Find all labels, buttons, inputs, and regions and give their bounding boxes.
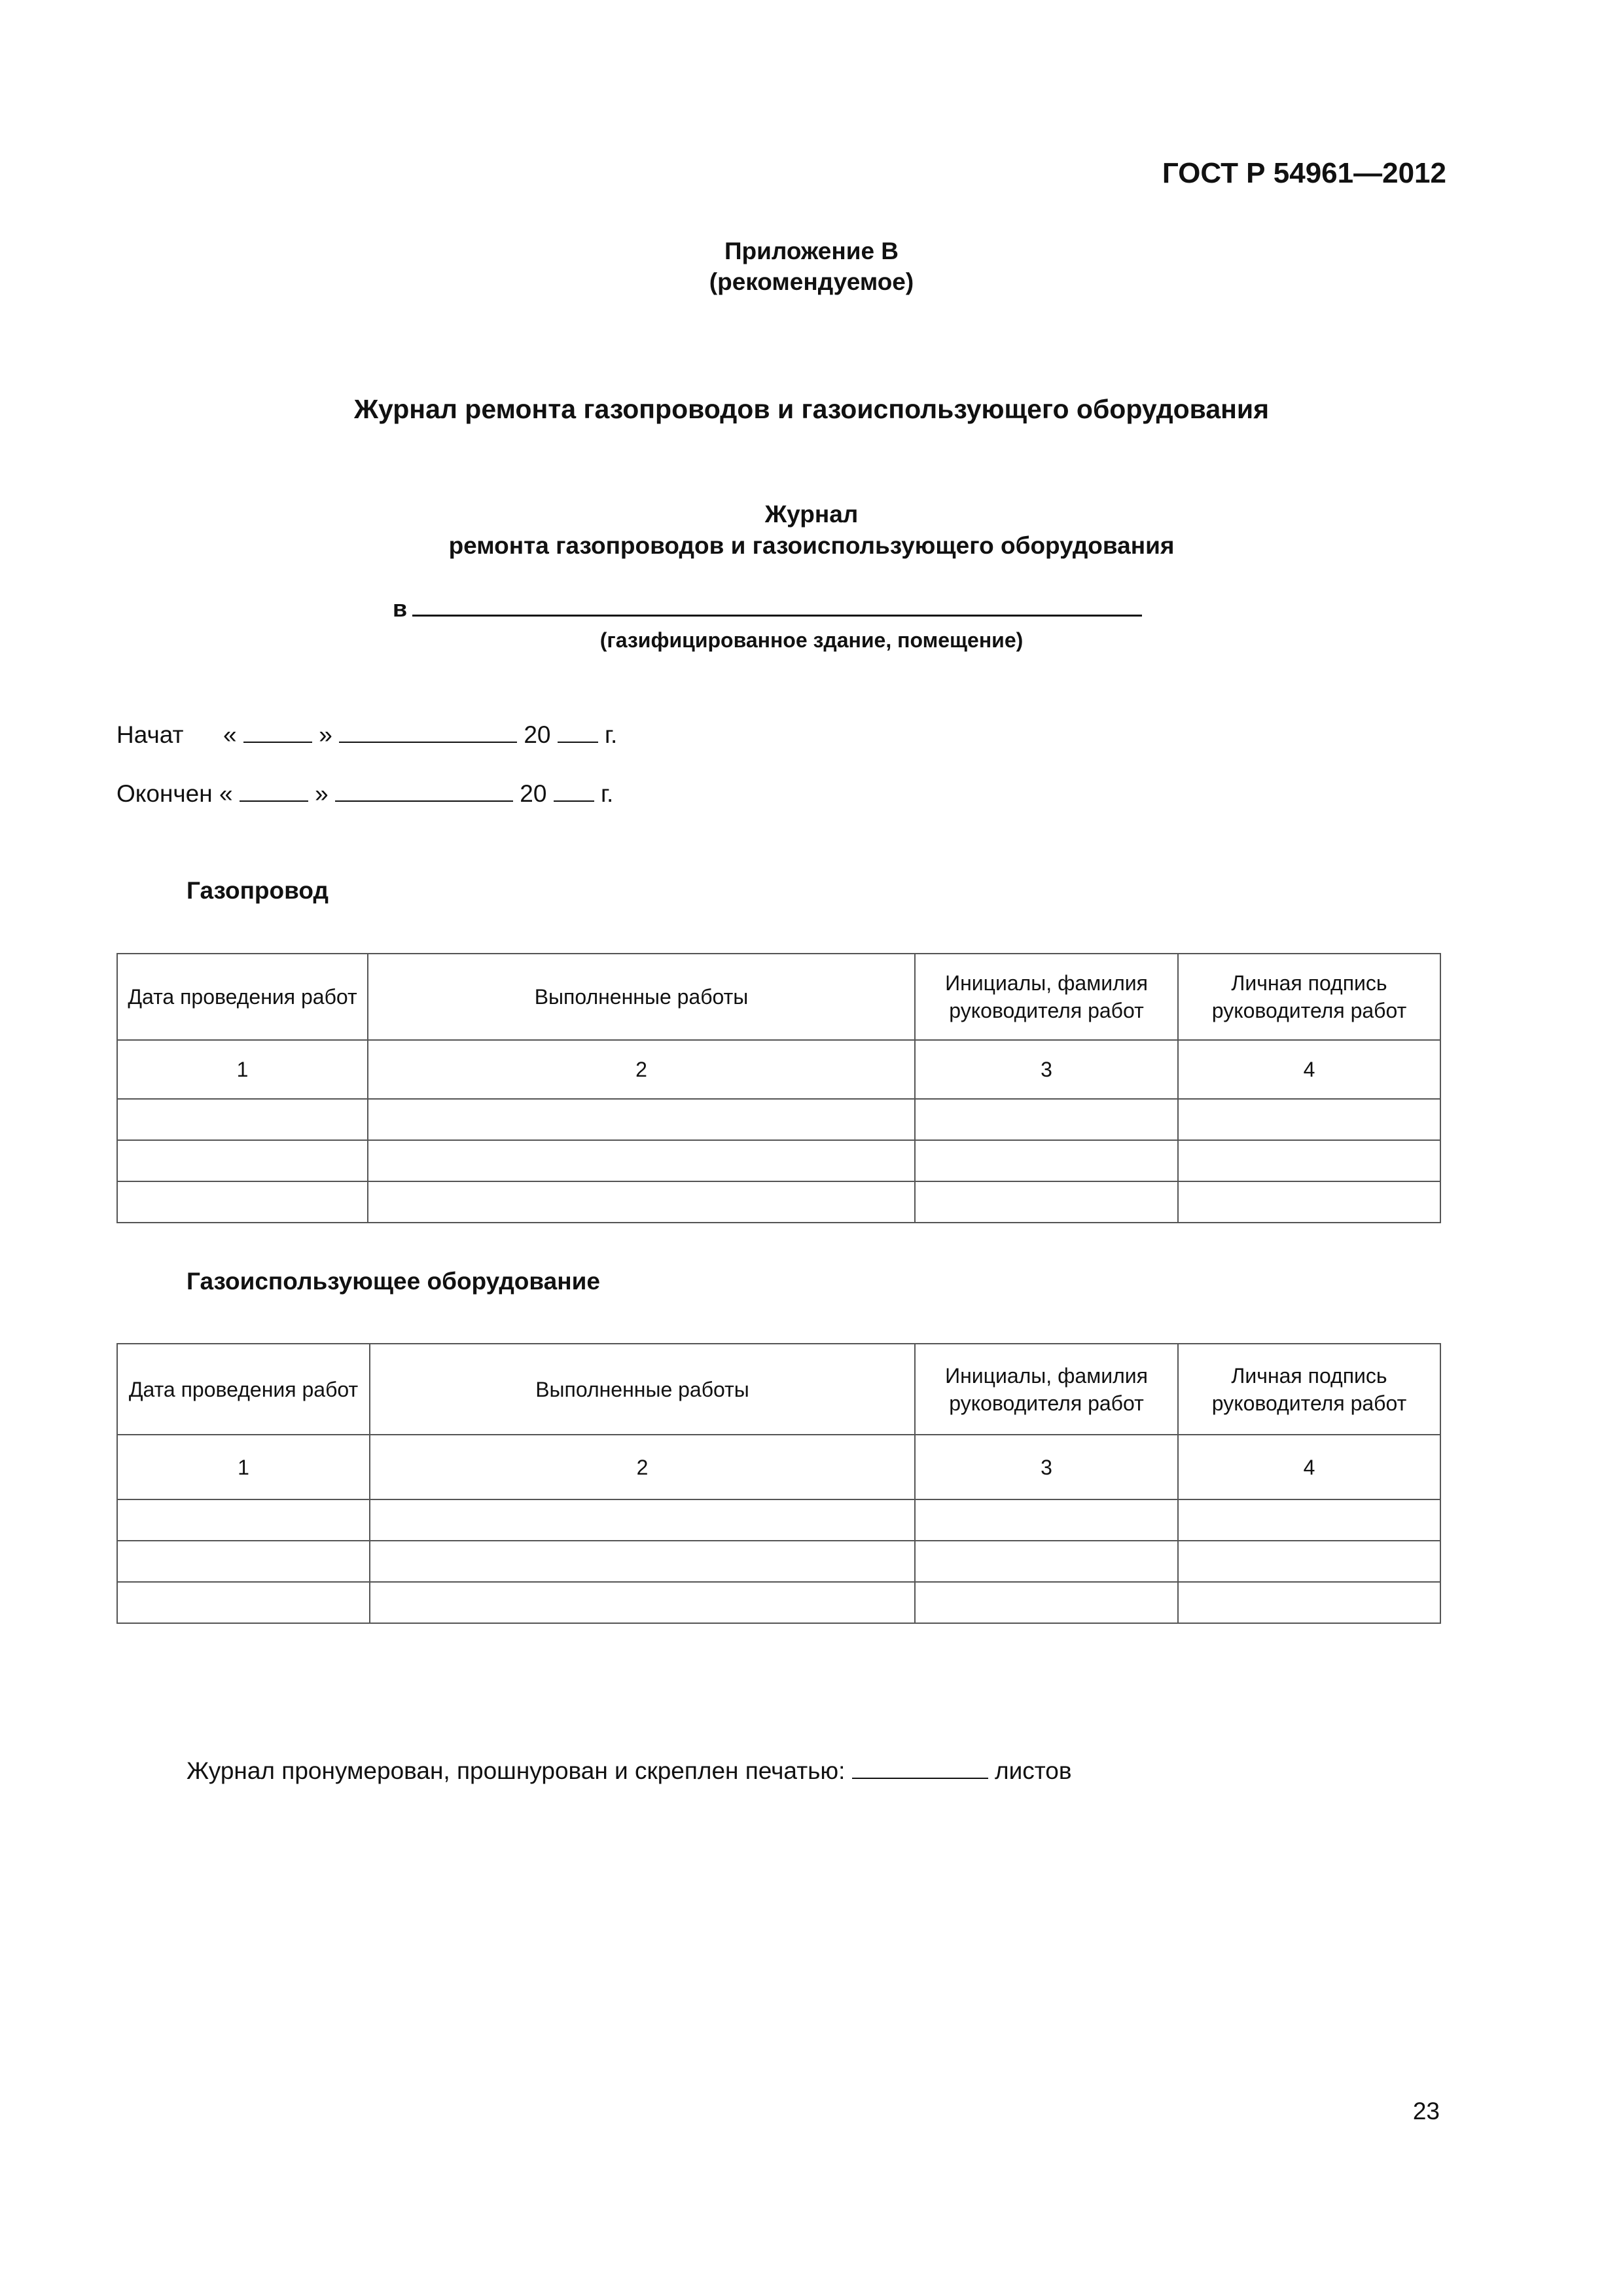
document-code: ГОСТ Р 54961—2012 — [1162, 157, 1446, 189]
end-month-blank[interactable] — [335, 781, 513, 802]
start-label: Начат — [116, 721, 184, 748]
column-number: 1 — [117, 1435, 370, 1499]
place-blank[interactable] — [412, 592, 1142, 617]
table-cell[interactable] — [915, 1541, 1178, 1582]
equipment-repair-table — [116, 1343, 1441, 1624]
section-title-equipment: Газоиспользующее оборудование — [187, 1268, 600, 1295]
table-cell[interactable] — [1178, 1099, 1440, 1140]
table-row — [117, 1499, 1440, 1541]
end-year-blank[interactable] — [554, 781, 594, 802]
table-cell[interactable] — [117, 1099, 368, 1140]
page-number: 23 — [1412, 2098, 1440, 2125]
table-row — [117, 1541, 1440, 1582]
sheet-count-suffix: листов — [995, 1757, 1072, 1784]
table-row — [117, 1099, 1440, 1140]
table-number-row — [117, 1435, 1440, 1499]
table-cell[interactable] — [370, 1499, 915, 1541]
column-number: 4 — [1178, 1040, 1440, 1099]
end-close-quote: » — [315, 780, 329, 807]
table-cell[interactable] — [915, 1582, 1178, 1623]
table-cell[interactable] — [915, 1181, 1178, 1223]
journal-subtitle: ремонта газопроводов и газоиспользующего оборудования — [448, 532, 1175, 559]
header-date: Дата проведения работ — [117, 1344, 370, 1435]
place-field — [393, 592, 1142, 622]
section-title-pipeline: Газопровод — [187, 877, 329, 904]
table-cell[interactable] — [1178, 1541, 1440, 1582]
table-cell[interactable] — [117, 1499, 370, 1541]
appendix-note: (рекомендуемое) — [709, 268, 914, 295]
start-day-blank[interactable] — [243, 722, 312, 743]
start-close-quote: » — [319, 721, 332, 748]
table-header-row — [117, 1344, 1440, 1435]
table-cell[interactable] — [1178, 1499, 1440, 1541]
end-year-suffix: г. — [600, 780, 614, 807]
column-number: 4 — [1178, 1435, 1440, 1499]
end-open-quote: « — [219, 780, 233, 807]
table-cell[interactable] — [1178, 1140, 1440, 1181]
table-cell[interactable] — [915, 1499, 1178, 1541]
table-cell[interactable] — [370, 1582, 915, 1623]
table-cell[interactable] — [915, 1099, 1178, 1140]
start-month-blank[interactable] — [339, 722, 517, 743]
column-number: 3 — [915, 1435, 1178, 1499]
table-cell[interactable] — [117, 1541, 370, 1582]
table-cell[interactable] — [368, 1099, 915, 1140]
header-date: Дата проведения работ — [117, 954, 368, 1040]
place-caption: (газифицированное здание, помещение) — [599, 628, 1024, 652]
table-row — [117, 1140, 1440, 1181]
sheet-count-blank[interactable] — [852, 1758, 988, 1779]
header-signature: Личная подпись руководителя работ — [1178, 1344, 1440, 1435]
table-row — [117, 1181, 1440, 1223]
table-cell[interactable] — [117, 1181, 368, 1223]
table-cell[interactable] — [368, 1181, 915, 1223]
start-year-prefix: 20 — [524, 721, 551, 748]
table-cell[interactable] — [368, 1140, 915, 1181]
sheet-count-prefix: Журнал пронумерован, прошнурован и скреплен печатью: — [187, 1757, 846, 1784]
table-cell[interactable] — [915, 1140, 1178, 1181]
table-cell[interactable] — [1178, 1181, 1440, 1223]
table-row — [117, 1582, 1440, 1623]
start-open-quote: « — [223, 721, 237, 748]
header-works: Выполненные работы — [368, 954, 915, 1040]
column-number: 3 — [915, 1040, 1178, 1099]
header-signature: Личная подпись руководителя работ — [1178, 954, 1440, 1040]
place-prefix: в — [393, 595, 408, 622]
header-supervisor: Инициалы, фамилия руководителя работ — [915, 954, 1178, 1040]
journal-title: Журнал — [764, 501, 859, 528]
table-cell[interactable] — [117, 1140, 368, 1181]
sheet-count-note — [187, 1757, 1072, 1785]
table-number-row — [117, 1040, 1440, 1099]
appendix-title: Приложение В — [724, 238, 899, 264]
main-title: Журнал ремонта газопроводов и газоиспользующего оборудования — [353, 394, 1270, 424]
start-year-suffix: г. — [605, 721, 618, 748]
start-date-row — [116, 721, 617, 749]
header-works: Выполненные работы — [370, 1344, 915, 1435]
table-cell[interactable] — [1178, 1582, 1440, 1623]
header-supervisor: Инициалы, фамилия руководителя работ — [915, 1344, 1178, 1435]
start-year-blank[interactable] — [558, 722, 598, 743]
end-label: Окончен — [116, 780, 213, 807]
table-cell[interactable] — [370, 1541, 915, 1582]
column-number: 2 — [370, 1435, 915, 1499]
pipeline-repair-table — [116, 953, 1441, 1223]
end-date-row — [116, 780, 613, 808]
table-header-row — [117, 954, 1440, 1040]
end-day-blank[interactable] — [240, 781, 308, 802]
table-cell[interactable] — [117, 1582, 370, 1623]
column-number: 2 — [368, 1040, 915, 1099]
end-year-prefix: 20 — [520, 780, 547, 807]
column-number: 1 — [117, 1040, 368, 1099]
